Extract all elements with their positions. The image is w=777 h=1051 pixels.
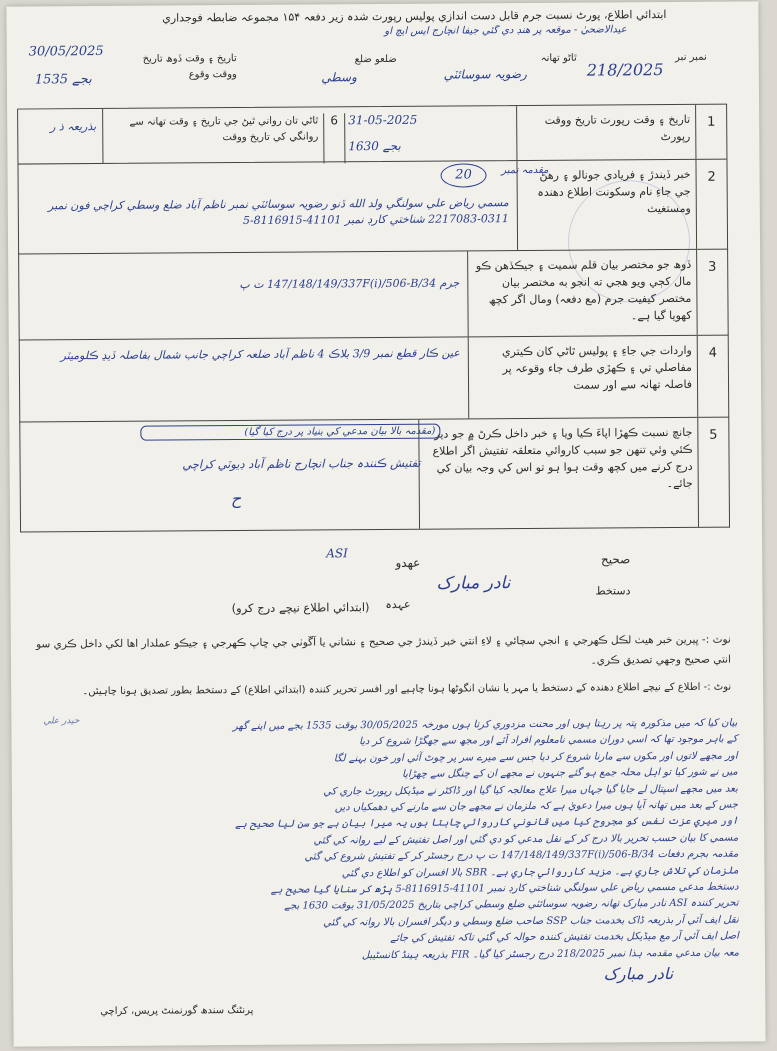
date-time-occurrence-label: تاريخ ۽ وقت ڏوھ تاريخ ووقت وقوع bbox=[142, 53, 237, 81]
dastakhat-label: دستخط bbox=[595, 584, 631, 598]
row-2-value: مسمي رياض علي سولنگي ولد الله ڏنو رضويہ سوسائٽي نمبر ناظم آباد ضلع وسطي کراچي فون نمبر 0311-2217083 شناختي کارڊ نمبر 41101-8116915-5 bbox=[48, 196, 509, 227]
fir-paper bbox=[6, 1, 765, 1046]
note-sindhi: نوٽ :- ڀيرين خبر ھيٺ لڪل ڪھرجي ۽ انجي سچائي ۽ لاءِ انتي خبر ڏيندڙ جي صحيح ۽ نشاني يا آڱوٺي جي ڇاپ ڪھرجي ۽ جيڪو عملدار اھا لکي داخل ڪري سو انتي صحيح وجھي تصديق ڪري۔ bbox=[36, 633, 731, 667]
row-4 bbox=[19, 336, 730, 423]
row-2-number: 2 bbox=[695, 160, 727, 249]
row-4-value: عين ڪار قطع نمبر 3/9 بلاڪ 4 ناظم آباد ضلعہ کراچي جانب شمال بفاصلہ ڏيڍ ڪلوميٽر bbox=[60, 346, 460, 363]
row-3-value: جرم 147/148/149/337F(i)/506-B/34 ت پ bbox=[239, 276, 460, 292]
statement-line: اور ميري عزت نفس کو مجروح کيا ميں قانوني کارروائي چاہتا ہوں يہ ميرا بيان ہے جو سن ليا صحيح ہے bbox=[235, 815, 739, 831]
printer-credit: پرنٹنگ سندھ گورنمنٹ پريس، کراچي bbox=[100, 1004, 254, 1018]
statement-line: مسمي کا بيان حسب تحرير بالا درج کر کے نقل مدعي کو دي گئي اور اصل تفتيش کے ليے روانہ کي گئي bbox=[313, 832, 739, 847]
time-occurrence-value: 1535 بجے bbox=[34, 72, 92, 88]
statement-line: ملزمان کي تلاش جاري ہے۔ مزيد کارروائي جاري ہے۔ SBR بالا افسران کو اطلاع دي گئي bbox=[341, 865, 739, 879]
report-date-value: 31-05-2025 bbox=[348, 112, 418, 128]
statement-line: دستخط مدعي مسمي رياض علي سولنگي شناختي کارڊ نمبر 41101-8116915-5 پڑھ کر سنايا گيا صحيح ہے bbox=[270, 881, 739, 896]
row-3-label: ڏوھ جو مختصر بيان قلم سميت ۽ جيڪڏھن ڪو مال کڄي ويو ھجي ته انجو به مختصر بيان مختصر کيفيت جرم (مع دفعہ) ومال اگر کچھ کھويا گيا ہے۔ bbox=[467, 250, 698, 337]
district-label: ضلعو ضلع bbox=[354, 53, 397, 66]
handwritten-statement bbox=[25, 716, 739, 967]
page-mark-left: حيدر علي bbox=[43, 716, 80, 727]
no-value: 218/2025 bbox=[586, 60, 664, 80]
no-label: نمبر نبر bbox=[675, 51, 707, 63]
statement-line: مقدمہ بجرم دفعات 147/148/149/337F(i)/506-B/34 ت پ درج رجسٹر کر کے تفتيش شروع کي گئي bbox=[304, 848, 739, 863]
statement-line: بيان کيا کہ ميں مذکورہ پتہ پر رہتا ہوں اور محنت مزدوري کرتا ہوں مورخہ 30/05/2025 بوقت 1535 بجے ميں اپنے گھر bbox=[232, 717, 738, 733]
date-occurrence-value: 30/05/2025 bbox=[28, 43, 104, 60]
col6-label: ٿاڻي تان رواني ٿيڻ جي تاريخ ۽ وقت تھانہ سے روانگي کي تاريخ ووقت bbox=[129, 115, 319, 144]
ohdo-label: عھدو bbox=[395, 555, 421, 570]
row-2 bbox=[17, 160, 728, 255]
footer-signature: نادر مبارک bbox=[603, 964, 674, 984]
thana-label: ٿاڻو تھانہ bbox=[540, 52, 577, 64]
officer-signature: نادر مبارک bbox=[436, 573, 511, 594]
thana-value: رضويہ سوسائٽي bbox=[443, 67, 527, 82]
note-urdu: نوٹ :- اطلاع کے نيچے اطلاع دھندہ کے دستخط يا مہر يا نشان انگوٹھا ہونا چاہيے اور افسر تحرير کنندہ (ابتدائي اطلاع) کے دستخط بطور تصديق ہونا چاہيئں۔ bbox=[82, 681, 732, 698]
case-number-value: 20 bbox=[455, 167, 472, 183]
row-5-value: تفتيش ڪنندہ جناب انچارج ناظم آباد ڊيوٽي کراچي bbox=[182, 455, 421, 472]
row-1-label: تاريخ ۽ وقت رپورٽ تاريخ ووقت رپورٹ bbox=[516, 105, 696, 160]
statement-line: ميں نے شور کيا تو اہل محلہ جمع ہو گئے جنہوں نے مجھے ان کے چنگل سے چھڑايا bbox=[402, 766, 738, 781]
row-3 bbox=[18, 250, 729, 341]
row-2-label: خبر ڏيندڙ ۽ فريادي جونالو ۽ رھڻ جي جاءِ نام وسکونت اطلاع دھندہ ومستغيث bbox=[516, 160, 697, 250]
row-5-label: جانچ نسبت ڪھڙا اپاءَ ڪيا ويا ۽ خبر داخل ڪرڻ ۾ جو دير ڪئي وئي تنھن جو سبب کاروائي متعلقہ تفتيش اگر اطلاع درج کرنے ميں کچھ وقت ہوا ہو تو اس کي وجہ بيان کي جائے۔ bbox=[418, 418, 699, 529]
row-5-initial-sign: ح bbox=[230, 489, 242, 509]
ohdo-value: ASI bbox=[326, 546, 348, 561]
case-number-label: مقدمہ نمبر bbox=[501, 164, 549, 177]
section-heading: (ابتدائي اطلاع نيچے درج کرو) bbox=[231, 600, 370, 616]
title-handwritten-note: عيدالاضحيٰ - موقعہ پر ھنڊ دي گئي جيفا انچارج ايس ايچ او bbox=[384, 24, 627, 37]
statement-line: معہ بيان مدعي مقدمہ ہذا نمبر 218/2025 درج رجسٹر کيا گيا۔ FIR بذريعہ ہينڈ کانسٹيبل bbox=[361, 947, 740, 961]
ohda-label: عہدہ bbox=[385, 597, 411, 612]
col6-number: 6 bbox=[323, 113, 345, 163]
statement-line: کے باہر موجود تھا کہ اسي دوران مسمي نامعلوم افراد آئے اور مجھ سے جھگڑا شروع کر ديا bbox=[359, 733, 738, 748]
statement-line: جس کے بعد ميں تھانہ آيا ہوں ميرا دعويٰ ہے کہ ملزمان نے مجھے جان سے مارنے کي دھمکياں ديں bbox=[334, 799, 739, 814]
statement-line: نقل ايف آئي آر بذريعہ ڈاک بخدمت جناب SSP صاحب ضلع وسطي و ديگر افسران بالا روانہ کي گئي bbox=[323, 914, 739, 929]
case-number-circle bbox=[440, 163, 486, 187]
report-time-value: 1630 بجے bbox=[348, 138, 401, 154]
row-4-label: واردات جي جاءِ ۽ پوليس ٿاڻي کان ڪيتري مفاصلي تي ۽ ڪھڙي طرف جاء وقوعہ پر فاصلہ تھانہ سے اور سمت bbox=[468, 336, 699, 419]
form-title: ابتدائي اطلاع، پورٹ نسبت جرم قابل دست اندازي پوليس رپورٽ شدہ زير دفعہ ۱۵۴ مجموعہ ضابطہ فوجداري bbox=[162, 8, 667, 25]
row-1 bbox=[17, 104, 727, 165]
col6-value: بذريعہ ذ ر bbox=[50, 120, 97, 134]
row-1-number: 1 bbox=[695, 105, 726, 159]
col6-divider bbox=[102, 109, 103, 163]
row-5 bbox=[19, 418, 730, 533]
statement-line: اور مجھے لاتوں اور مکوں سے مارنا شروع کر ديا جس سے ميرے سر پر چوٹ آئي اور خون بہنے لگا bbox=[333, 750, 738, 765]
statement-line: اصل ايف آئي آر مع ميڈيکل بخدمت تفتيش کنندہ حوالہ کي گئي تاکہ تفتيش کي جائے bbox=[390, 930, 739, 945]
row-4-number: 4 bbox=[697, 336, 729, 417]
row-3-number: 3 bbox=[696, 250, 728, 335]
sahi-label: صحيح bbox=[600, 552, 631, 567]
row-5-value-top: (مقدمہ بالا بيان مدعي کي بنياد پر درج کيا گيا) bbox=[140, 424, 440, 441]
statement-line: بعد ميں مجھے اسپتال لے جايا گيا جہاں ميرا علاج معالجہ کيا گيا اور ڈاکٹر نے ميڈيکل رپورٹ جاري کي bbox=[323, 783, 738, 798]
statement-line: تحرير کنندہ ASI نادر مبارک تھانہ رضويہ سوسائٽي ضلع وسطي کراچي بتاريخ 31/05/2025 بوقت 1630 بجے bbox=[284, 898, 739, 913]
district-value: وسطي bbox=[321, 70, 357, 85]
row-5-number: 5 bbox=[697, 418, 729, 527]
